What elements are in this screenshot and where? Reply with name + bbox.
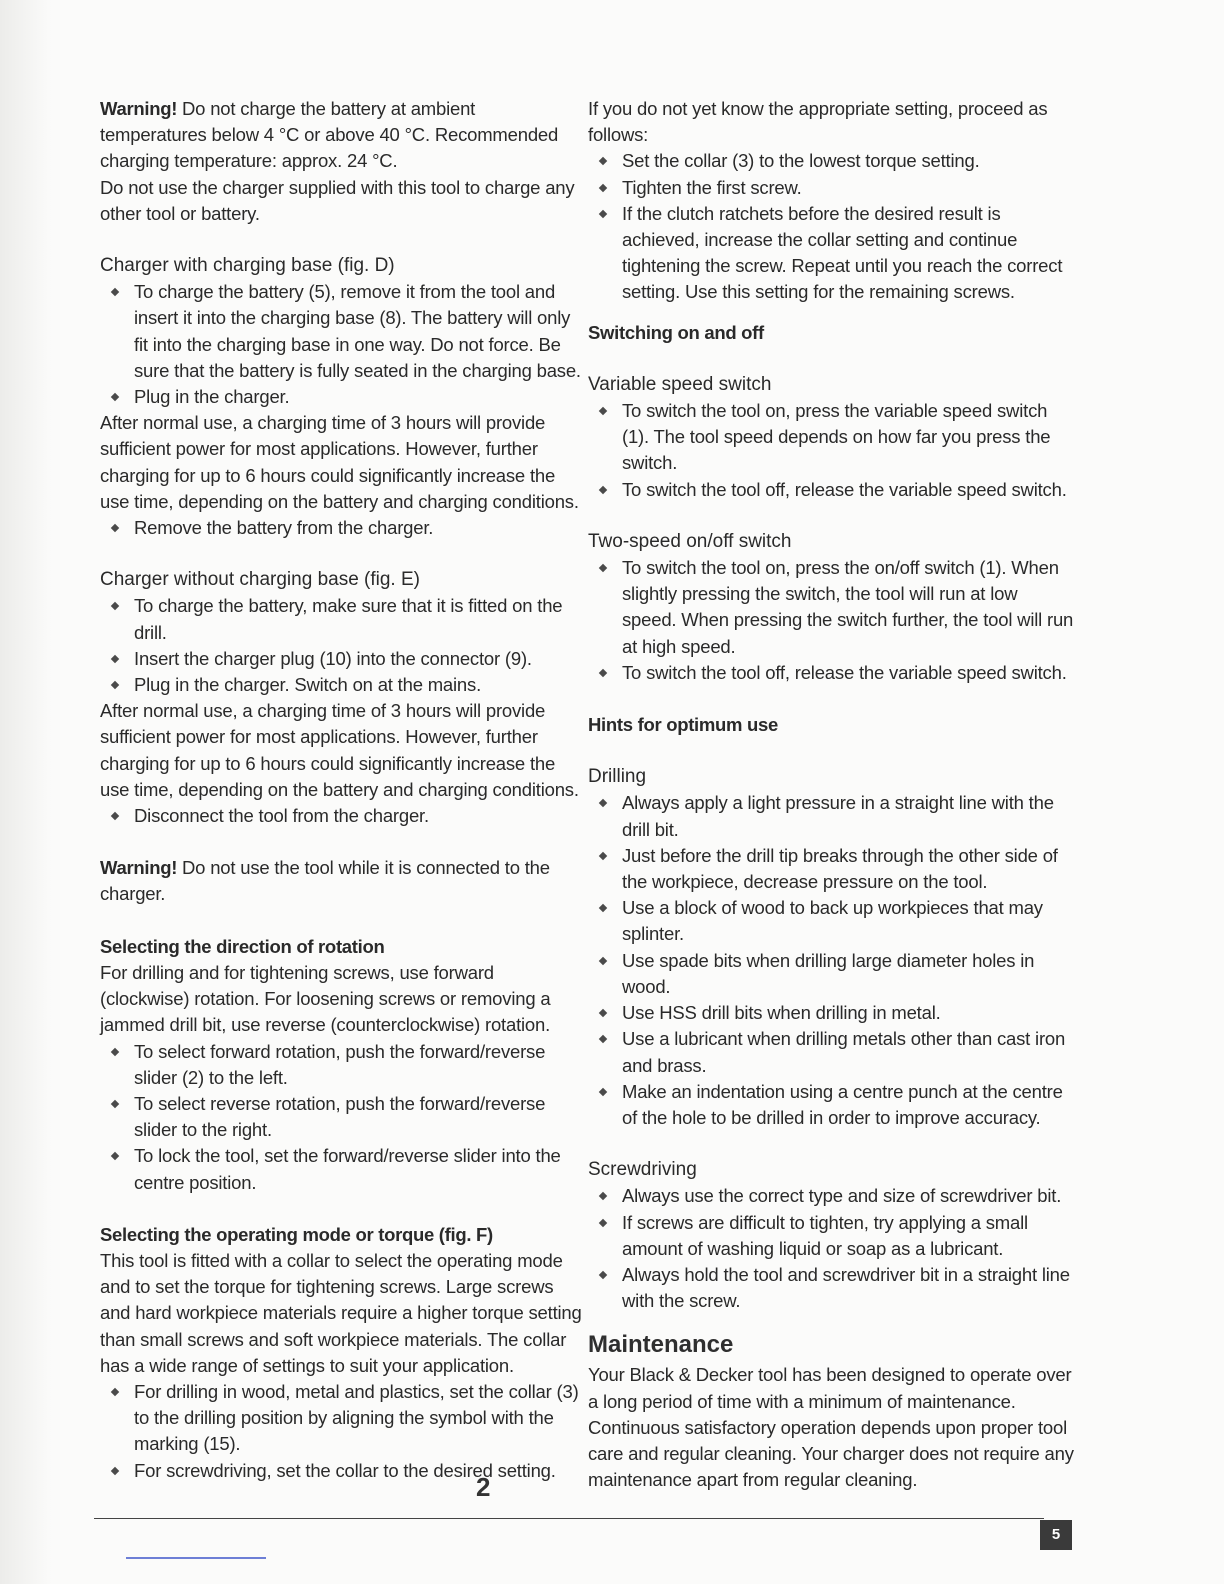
warning-charger-use: Do not use the charger supplied with this tool to charge any other tool or battery. (100, 176, 575, 224)
list-item: Plug in the charger. (100, 384, 586, 410)
list-item: To select forward rotation, push the forward/reverse slider (2) to the left. (100, 1039, 586, 1091)
list-item: Make an indentation using a centre punch at the centre of the hole to be drilled in order to improve accuracy. (588, 1079, 1074, 1131)
heading-switching: Switching on and off (588, 321, 764, 343)
setting-intro: If you do not yet know the appropriate setting, proceed as follows: (588, 98, 1048, 146)
two-speed-list (588, 555, 1074, 686)
charger-nobase-list (100, 593, 586, 698)
list-item: To switch the tool on, press the variable speed switch (1). The tool speed depends on how far you press the switch. (588, 398, 1074, 477)
rotation-intro: For drilling and for tightening screws, use forward (clockwise) rotation. For loosening screws or removing a jammed drill bit, use reverse (counterclockwise) rotation. (100, 961, 551, 1036)
list-item: To switch the tool off, release the variable speed switch. (588, 660, 1074, 686)
list-item: Plug in the charger. Switch on at the mains. (100, 672, 586, 698)
heading-charger-with-base: Charger with charging base (fig. D) (100, 255, 395, 277)
heading-drilling: Drilling (588, 766, 647, 788)
list-item: Insert the charger plug (10) into the connector (9). (100, 646, 586, 672)
list-item: Always hold the tool and screwdriver bit in a straight line with the screw. (588, 1262, 1074, 1314)
charger-base-list (100, 279, 586, 410)
charger-nobase-list-2 (100, 803, 586, 829)
list-item: For screwdriving, set the collar to the desired setting. (100, 1458, 586, 1484)
list-item: To lock the tool, set the forward/reverse slider into the centre position. (100, 1143, 586, 1195)
rotation-list (100, 1039, 586, 1196)
footer-blue-line (126, 1557, 266, 1559)
heading-two-speed: Two-speed on/off switch (588, 530, 792, 552)
charger-base-list-2 (100, 515, 586, 541)
list-item: Always apply a light pressure in a straight line with the drill bit. (588, 790, 1074, 842)
list-item: Use a block of wood to back up workpieces that may splinter. (588, 895, 1074, 947)
maintenance-text: Your Black & Decker tool has been designed to operate over a long period of time with a minimum of maintenance. Continuous satisfactory operation depends upon proper tool care and regular cleaning. Your charger does not require any maintenance apart from regular cleaning. (588, 1364, 1074, 1491)
list-item: Use HSS drill bits when drilling in metal. (588, 1000, 1074, 1026)
list-item: If screws are difficult to tighten, try applying a small amount of washing liquid or soap as a lubricant. (588, 1210, 1074, 1262)
right-column (588, 96, 1074, 1493)
list-item: Just before the drill tip breaks through the other side of the workpiece, decrease pressure on the tool. (588, 843, 1074, 895)
heading-hints: Hints for optimum use (588, 714, 779, 736)
warning-connected: Warning! Do not use the tool while it is connected to the charger. (100, 857, 550, 905)
heading-operating-mode: Selecting the operating mode or torque (fig. F) (100, 1223, 493, 1245)
mode-list (100, 1379, 586, 1484)
list-item: To select reverse rotation, push the forward/reverse slider to the right. (100, 1091, 586, 1143)
heading-direction-of-rotation: Selecting the direction of rotation (100, 935, 385, 957)
heading-maintenance: Maintenance (588, 1331, 734, 1359)
list-item: To switch the tool off, release the variable speed switch. (588, 477, 1074, 503)
list-item: To switch the tool on, press the on/off switch (1). When slightly pressing the switch, the tool will run at low speed. When pressing the switch further, the tool will run at high speed. (588, 555, 1074, 660)
setting-list (588, 148, 1074, 305)
variable-speed-list (588, 398, 1074, 503)
list-item: To charge the battery, make sure that it is fitted on the drill. (100, 593, 586, 645)
page-number: 5 (1040, 1520, 1072, 1550)
heading-variable-speed: Variable speed switch (588, 373, 772, 395)
footer-rule (94, 1518, 1044, 1519)
heading-screwdriving: Screwdriving (588, 1159, 697, 1181)
list-item: For drilling in wood, metal and plastics, set the collar (3) to the drilling position by aligning the symbol with the marking (15). (100, 1379, 586, 1458)
drilling-list (588, 790, 1074, 1131)
list-item: Use a lubricant when drilling metals other than cast iron and brass. (588, 1026, 1074, 1078)
list-item: Always use the correct type and size of screwdriver bit. (588, 1183, 1074, 1209)
list-item: Tighten the first screw. (588, 175, 1074, 201)
heading-charger-without-base: Charger without charging base (fig. E) (100, 569, 420, 591)
list-item: To charge the battery (5), remove it from the tool and insert it into the charging base (8). The battery will only fit into the charging base in one way. Do not force. Be sure that the battery is fully seated in the charging base. (100, 279, 586, 384)
left-column (100, 96, 586, 1484)
mode-intro: This tool is fitted with a collar to select the operating mode and to set the torque for tightening screws. Large screws and hard workpiece materials require a higher torque setting than small screws and soft workpiece materials. The collar has a wide range of settings to suit your application. (100, 1249, 582, 1376)
charger-nobase-after-text: After normal use, a charging time of 3 hours will provide sufficient power for most applications. However, further charging for up to 6 hours could significantly increase the use time, depending on the battery and charging conditions. (100, 700, 579, 800)
list-item: Remove the battery from the charger. (100, 515, 586, 541)
charger-base-after-text: After normal use, a charging time of 3 hours will provide sufficient power for most applications. However, further charging for up to 6 hours could significantly increase the use time, depending on the battery and charging conditions. (100, 412, 579, 512)
list-item: Disconnect the tool from the charger. (100, 803, 586, 829)
scan-edge-shadow (0, 0, 52, 1584)
warning-charging-temperature: Warning! Do not charge the battery at ambient temperatures below 4 °C or above 40 °C. Recommended charging temperature: approx. 24 °C. (100, 98, 559, 172)
list-item: Use spade bits when drilling large diameter holes in wood. (588, 948, 1074, 1000)
screwdriving-list (588, 1183, 1074, 1314)
list-item: Set the collar (3) to the lowest torque setting. (588, 148, 1074, 174)
list-item: If the clutch ratchets before the desired result is achieved, increase the collar setting and continue tightening the screw. Repeat until you reach the correct setting. Use this setting for the remaining screws. (588, 201, 1074, 306)
center-page-mark: 2 (476, 1472, 491, 1502)
